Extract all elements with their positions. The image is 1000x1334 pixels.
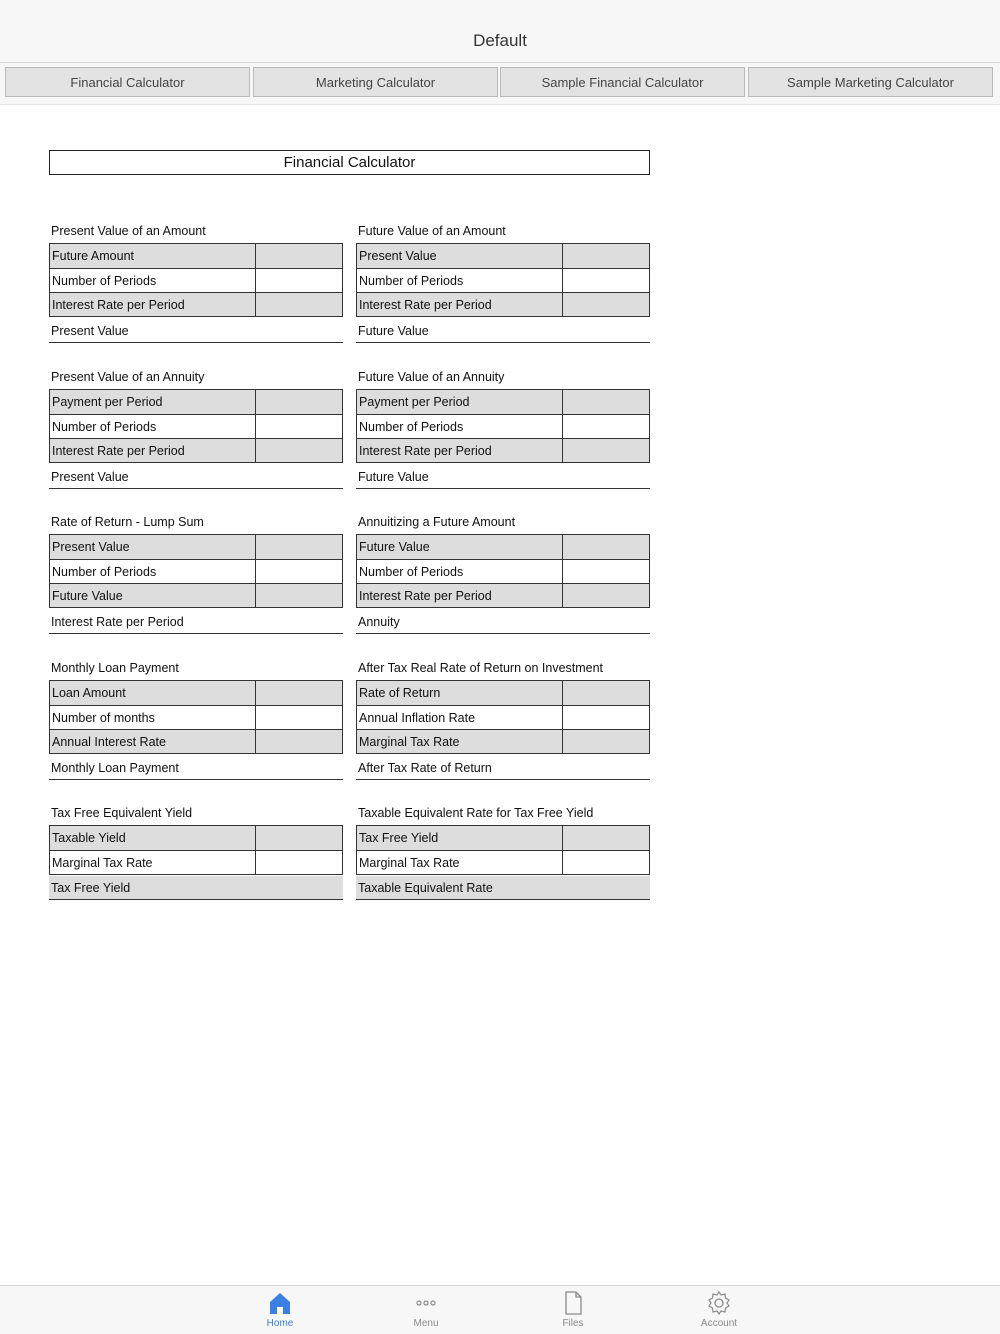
input-grid xyxy=(356,825,650,875)
input-row xyxy=(50,826,342,850)
page-title: Default xyxy=(473,31,527,50)
input-row xyxy=(50,244,342,268)
loan-amount-input[interactable] xyxy=(255,681,342,705)
number-of-periods-input[interactable] xyxy=(562,560,649,583)
input-row xyxy=(357,681,649,705)
input-label: Annual Inflation Rate xyxy=(359,711,476,725)
input-label: Number of Periods xyxy=(52,565,157,579)
marginal-tax-rate-input[interactable] xyxy=(562,851,649,874)
calc-title: Future Value of an Annuity xyxy=(358,370,505,384)
input-row xyxy=(50,390,342,414)
result-row xyxy=(356,319,650,343)
tab-marketing-calculator[interactable]: Marketing Calculator xyxy=(253,67,498,97)
bottom-tab-account[interactable] xyxy=(679,1290,759,1329)
inflation-rate-input[interactable] xyxy=(562,706,649,729)
input-row xyxy=(357,268,649,292)
input-row xyxy=(357,850,649,874)
bottom-tab-label: Home xyxy=(266,1318,294,1329)
calc-title: Rate of Return - Lump Sum xyxy=(51,515,204,529)
calc-title: Taxable Equivalent Rate for Tax Free Yield xyxy=(358,806,594,820)
future-value-input[interactable] xyxy=(562,535,649,559)
marginal-tax-rate-input[interactable] xyxy=(255,851,342,874)
input-label: Number of months xyxy=(52,711,155,725)
input-label: Number of Periods xyxy=(359,565,464,579)
input-label: Interest Rate per Period xyxy=(359,444,492,458)
number-of-periods-input[interactable] xyxy=(562,415,649,438)
taxable-yield-input[interactable] xyxy=(255,826,342,850)
input-row xyxy=(50,414,342,438)
result-row xyxy=(49,465,343,489)
result-row xyxy=(49,610,343,634)
input-label: Loan Amount xyxy=(52,686,126,700)
input-label: Interest Rate per Period xyxy=(52,298,185,312)
number-of-months-input[interactable] xyxy=(255,706,342,729)
calc-title: Present Value of an Annuity xyxy=(51,370,205,384)
bottom-tab-label: Files xyxy=(562,1318,584,1329)
result-label: Annuity xyxy=(358,615,400,629)
input-row xyxy=(357,535,649,559)
number-of-periods-input[interactable] xyxy=(255,415,342,438)
input-label: Payment per Period xyxy=(359,395,470,409)
result-label: Future Value xyxy=(358,324,429,338)
input-label: Number of Periods xyxy=(359,420,464,434)
result-row xyxy=(356,610,650,634)
input-label: Rate of Return xyxy=(359,686,441,700)
input-label: Annual Interest Rate xyxy=(52,735,166,749)
input-grid xyxy=(49,243,343,317)
input-label: Future Value xyxy=(359,540,430,554)
tab-sample-financial-calculator[interactable]: Sample Financial Calculator xyxy=(500,67,745,97)
result-label: Monthly Loan Payment xyxy=(51,761,179,775)
input-label: Future Value xyxy=(52,589,123,603)
input-row xyxy=(357,583,649,607)
interest-rate-input[interactable] xyxy=(562,584,649,607)
calculator-heading: Financial Calculator xyxy=(49,150,650,175)
bottom-tab-label: Account xyxy=(700,1318,738,1329)
input-row xyxy=(50,681,342,705)
payment-per-period-input[interactable] xyxy=(255,390,342,414)
input-label: Present Value xyxy=(52,540,130,554)
interest-rate-input[interactable] xyxy=(562,293,649,316)
input-label: Tax Free Yield xyxy=(359,831,439,845)
result-row xyxy=(356,876,650,900)
input-label: Number of Periods xyxy=(52,420,157,434)
input-row xyxy=(357,414,649,438)
bottom-tab-menu[interactable] xyxy=(386,1290,466,1329)
input-row xyxy=(50,583,342,607)
result-row xyxy=(49,319,343,343)
input-label: Payment per Period xyxy=(52,395,163,409)
input-label: Interest Rate per Period xyxy=(359,589,492,603)
present-value-input[interactable] xyxy=(255,535,342,559)
navigation-bar xyxy=(0,0,1000,63)
input-row xyxy=(50,850,342,874)
calc-title: Present Value of an Amount xyxy=(51,224,206,238)
interest-rate-input[interactable] xyxy=(255,293,342,316)
input-row xyxy=(357,390,649,414)
future-amount-input[interactable] xyxy=(255,244,342,268)
input-grid xyxy=(356,680,650,754)
input-row xyxy=(357,292,649,316)
input-label: Marginal Tax Rate xyxy=(359,856,460,870)
present-value-input[interactable] xyxy=(562,244,649,268)
input-label: Number of Periods xyxy=(52,274,157,288)
payment-per-period-input[interactable] xyxy=(562,390,649,414)
bottom-tab-files[interactable] xyxy=(533,1290,613,1329)
input-row xyxy=(50,535,342,559)
input-grid xyxy=(356,389,650,463)
input-label: Number of Periods xyxy=(359,274,464,288)
calc-title: Annuitizing a Future Amount xyxy=(358,515,516,529)
input-row xyxy=(50,438,342,462)
file-icon xyxy=(560,1290,586,1316)
tab-sample-marketing-calculator[interactable]: Sample Marketing Calculator xyxy=(748,67,993,97)
input-row xyxy=(357,244,649,268)
result-row xyxy=(49,876,343,900)
result-label: After Tax Rate of Return xyxy=(358,761,492,775)
marginal-tax-rate-input[interactable] xyxy=(562,730,649,753)
result-label: Present Value xyxy=(51,470,129,484)
calc-title: After Tax Real Rate of Return on Investment xyxy=(358,661,604,675)
input-row xyxy=(357,438,649,462)
input-row xyxy=(357,826,649,850)
result-row xyxy=(356,756,650,780)
input-row xyxy=(50,268,342,292)
bottom-tab-home[interactable] xyxy=(240,1290,320,1329)
annual-interest-rate-input[interactable] xyxy=(255,730,342,753)
calc-title: Future Value of an Amount xyxy=(358,224,506,238)
result-label: Taxable Equivalent Rate xyxy=(358,881,493,895)
more-icon xyxy=(413,1290,439,1316)
rate-of-return-input[interactable] xyxy=(562,681,649,705)
input-row xyxy=(50,705,342,729)
input-row xyxy=(357,729,649,753)
interest-rate-input[interactable] xyxy=(255,439,342,462)
input-grid xyxy=(356,534,650,608)
number-of-periods-input[interactable] xyxy=(562,269,649,292)
input-label: Present Value xyxy=(359,249,437,263)
input-grid xyxy=(356,243,650,317)
input-label: Marginal Tax Rate xyxy=(359,735,460,749)
input-grid xyxy=(49,389,343,463)
gear-icon xyxy=(706,1290,732,1316)
result-row xyxy=(356,465,650,489)
number-of-periods-input[interactable] xyxy=(255,269,342,292)
result-label: Present Value xyxy=(51,324,129,338)
calc-title: Tax Free Equivalent Yield xyxy=(51,806,193,820)
input-row xyxy=(357,559,649,583)
result-label: Interest Rate per Period xyxy=(51,615,184,629)
tab-bar xyxy=(0,63,1000,105)
result-label: Tax Free Yield xyxy=(51,881,131,895)
calc-title: Monthly Loan Payment xyxy=(51,661,179,675)
input-label: Interest Rate per Period xyxy=(52,444,185,458)
bottom-tab-bar xyxy=(0,1285,1000,1334)
input-label: Future Amount xyxy=(52,249,134,263)
interest-rate-input[interactable] xyxy=(562,439,649,462)
home-icon xyxy=(267,1290,293,1316)
input-grid xyxy=(49,680,343,754)
number-of-periods-input[interactable] xyxy=(255,560,342,583)
tab-financial-calculator[interactable]: Financial Calculator xyxy=(5,67,250,97)
input-grid xyxy=(49,825,343,875)
input-label: Marginal Tax Rate xyxy=(52,856,153,870)
input-label: Taxable Yield xyxy=(52,831,126,845)
input-row xyxy=(50,729,342,753)
input-label: Interest Rate per Period xyxy=(359,298,492,312)
result-row xyxy=(49,756,343,780)
bottom-tab-label: Menu xyxy=(413,1318,439,1329)
input-grid xyxy=(49,534,343,608)
tax-free-yield-input[interactable] xyxy=(562,826,649,850)
input-row xyxy=(50,559,342,583)
input-row xyxy=(357,705,649,729)
future-value-input[interactable] xyxy=(255,584,342,607)
result-label: Future Value xyxy=(358,470,429,484)
input-row xyxy=(50,292,342,316)
